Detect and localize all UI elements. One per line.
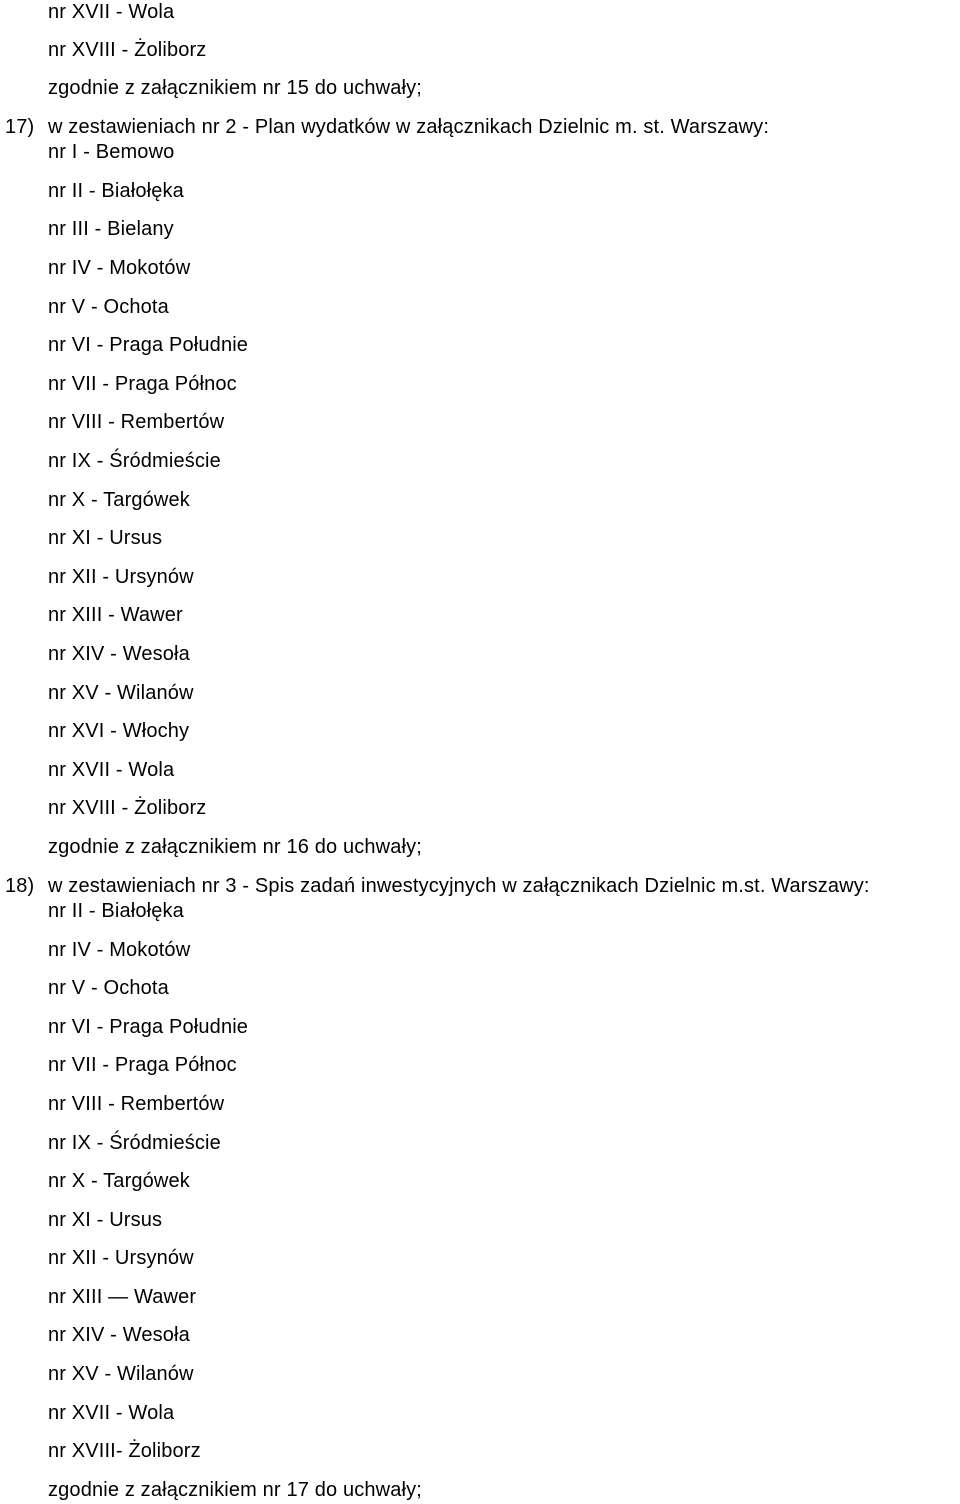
list-item: nr III - Bielany: [48, 218, 174, 240]
list-item: nr IV - Mokotów: [48, 939, 191, 961]
list-item: nr VIII - Rembertów: [48, 1093, 225, 1115]
section-heading: w zestawieniach nr 2 - Plan wydatków w załącznikach Dzielnic m. st. Warszawy:: [48, 116, 770, 138]
list-item: nr XIV - Wesoła: [48, 643, 190, 665]
list-item: nr IX - Śródmieście: [48, 1132, 221, 1154]
list-item: nr II - Białołęka: [48, 180, 184, 202]
list-item: nr VI - Praga Południe: [48, 334, 249, 356]
list-item: nr V - Ochota: [48, 296, 169, 318]
list-item: nr XIII - Wawer: [48, 604, 183, 626]
list-item: nr X - Targówek: [48, 489, 190, 511]
closing-text: zgodnie z załącznikiem nr 15 do uchwały;: [48, 77, 422, 99]
list-item: nr II - Białołęka: [48, 900, 184, 922]
list-item: nr XVII - Wola: [48, 759, 175, 781]
list-item: nr XVI - Włochy: [48, 720, 190, 742]
list-item: nr XIII — Wawer: [48, 1286, 197, 1308]
list-item: nr IX - Śródmieście: [48, 450, 221, 472]
list-item: nr VI - Praga Południe: [48, 1016, 249, 1038]
list-item: nr XVII - Wola: [48, 1402, 175, 1424]
section-number: 18): [5, 875, 35, 897]
section-17-heading-line: [5, 117, 769, 137]
list-item: nr VIII - Rembertów: [48, 411, 225, 433]
list-item: nr X - Targówek: [48, 1170, 190, 1192]
closing-text: zgodnie z załącznikiem nr 17 do uchwały;: [48, 1479, 422, 1501]
section-18-heading-line: [5, 876, 870, 896]
list-item: nr XII - Ursynów: [48, 1247, 194, 1269]
list-item: nr XVIII - Żoliborz: [48, 797, 207, 819]
list-item: nr VII - Praga Północ: [48, 1054, 237, 1076]
list-item: nr I - Bemowo: [48, 141, 175, 163]
section-heading: w zestawieniach nr 3 - Spis zadań inwestycyjnych w załącznikach Dzielnic m.st. Warszawy:: [48, 875, 870, 897]
list-item: nr XVIII - Żoliborz: [48, 39, 207, 61]
list-item: nr XII - Ursynów: [48, 566, 194, 588]
closing-text: zgodnie z załącznikiem nr 16 do uchwały;: [48, 836, 422, 858]
section-number: 17): [5, 116, 35, 138]
list-item: nr VII - Praga Północ: [48, 373, 237, 395]
list-item: nr XIV - Wesoła: [48, 1324, 190, 1346]
list-item: nr V - Ochota: [48, 977, 169, 999]
list-item: nr XI - Ursus: [48, 527, 163, 549]
list-item: nr XV - Wilanów: [48, 682, 194, 704]
list-item: nr IV - Mokotów: [48, 257, 191, 279]
list-item: nr XVIII- Żoliborz: [48, 1440, 201, 1462]
list-item: nr XV - Wilanów: [48, 1363, 194, 1385]
list-item: nr XVII - Wola: [48, 1, 175, 23]
list-item: nr XI - Ursus: [48, 1209, 163, 1231]
